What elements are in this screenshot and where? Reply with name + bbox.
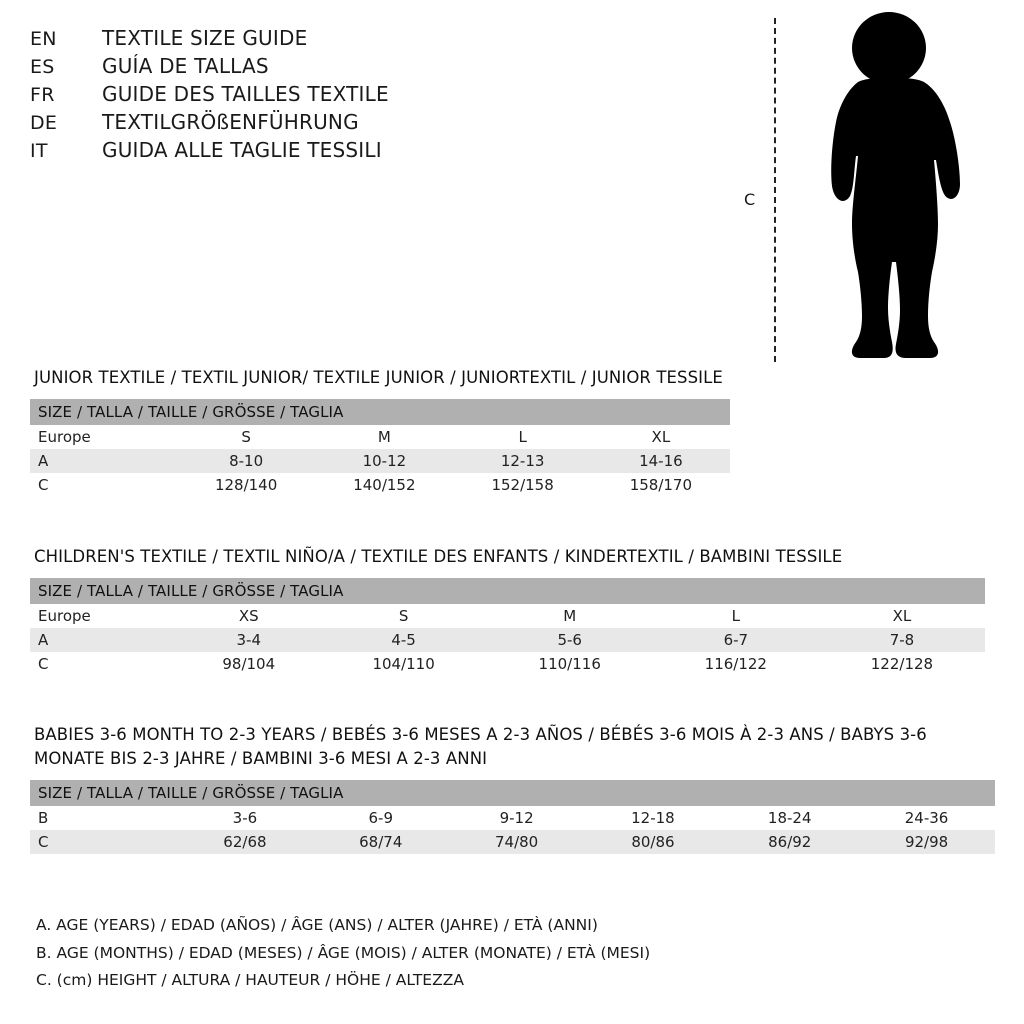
row-label: A xyxy=(30,449,177,473)
row-cell: 10-12 xyxy=(315,449,453,473)
row-cell: L xyxy=(653,604,819,628)
row-cell: 3-4 xyxy=(177,628,321,652)
row-cell: 5-6 xyxy=(487,628,653,652)
row-cell: M xyxy=(487,604,653,628)
table-header-row xyxy=(30,399,730,425)
title-lang-de: DE xyxy=(30,112,58,134)
row-cell: 98/104 xyxy=(177,652,321,676)
table-row xyxy=(30,449,730,473)
row-cell: 152/158 xyxy=(454,473,592,497)
babies-table-header: SIZE / TALLA / TAILLE / GRÖSSE / TAGLIA xyxy=(30,780,995,806)
title-text-en: TEXTILE SIZE GUIDE xyxy=(102,26,308,50)
title-block xyxy=(30,26,630,166)
row-cell: XL xyxy=(819,604,985,628)
row-cell: 74/80 xyxy=(449,830,585,854)
title-text-es: GUÍA DE TALLAS xyxy=(102,54,269,78)
table-row xyxy=(30,425,730,449)
section-babies-heading: BABIES 3-6 MONTH TO 2-3 YEARS / BEBÉS 3-6 MESES A 2-3 AÑOS / BÉBÉS 3-6 MOIS À 2-3 ANS / BABYS 3-6 MONATE BIS 2-3 JAHRE / BAMBINI 3-6 MESI A 2-3 ANNI xyxy=(34,725,927,768)
row-cell: 24-36 xyxy=(858,806,995,830)
table-header-row xyxy=(30,578,985,604)
row-cell: 3-6 xyxy=(177,806,313,830)
row-cell: 104/110 xyxy=(321,652,487,676)
row-cell: 18-24 xyxy=(721,806,858,830)
title-lang-es: ES xyxy=(30,56,55,78)
table-row xyxy=(30,604,985,628)
legend-item-c: C. (cm) HEIGHT / ALTURA / HAUTEUR / HÖHE / ALTEZZA xyxy=(36,971,464,990)
row-cell: 7-8 xyxy=(819,628,985,652)
row-cell: XS xyxy=(177,604,321,628)
section-children-heading: CHILDREN'S TEXTILE / TEXTIL NIÑO/A / TEXTILE DES ENFANTS / KINDERTEXTIL / BAMBINI TESSILE xyxy=(34,547,843,566)
title-row-de xyxy=(30,110,630,134)
title-lang-en: EN xyxy=(30,28,57,50)
row-cell: 14-16 xyxy=(592,449,730,473)
row-cell: 6-7 xyxy=(653,628,819,652)
table-row xyxy=(30,473,730,497)
legend-item-a: A. AGE (YEARS) / EDAD (AÑOS) / ÂGE (ANS) / ALTER (JAHRE) / ETÀ (ANNI) xyxy=(36,916,598,934)
title-lang-fr: FR xyxy=(30,84,55,106)
row-label: Europe xyxy=(30,604,177,628)
section-babies xyxy=(30,723,995,870)
title-row-en xyxy=(30,26,630,50)
height-figure xyxy=(738,10,988,370)
row-cell: 4-5 xyxy=(321,628,487,652)
children-table-header: SIZE / TALLA / TAILLE / GRÖSSE / TAGLIA xyxy=(30,578,985,604)
row-cell: 110/116 xyxy=(487,652,653,676)
row-cell: XL xyxy=(592,425,730,449)
table-row xyxy=(30,628,985,652)
row-cell: 140/152 xyxy=(315,473,453,497)
row-label: B xyxy=(30,806,177,830)
row-cell: 128/140 xyxy=(177,473,315,497)
table-header-row xyxy=(30,780,995,806)
babies-size-table xyxy=(30,780,995,854)
row-cell: S xyxy=(321,604,487,628)
title-row-fr xyxy=(30,82,630,106)
table-row xyxy=(30,830,995,854)
row-cell: 6-9 xyxy=(313,806,449,830)
children-size-table xyxy=(30,578,985,676)
junior-table-header: SIZE / TALLA / TAILLE / GRÖSSE / TAGLIA xyxy=(30,399,730,425)
height-measure-label: C xyxy=(744,190,756,209)
section-junior-heading: JUNIOR TEXTILE / TEXTIL JUNIOR/ TEXTILE JUNIOR / JUNIORTEXTIL / JUNIOR TESSILE xyxy=(34,368,723,387)
row-cell: 92/98 xyxy=(858,830,995,854)
junior-size-table xyxy=(30,399,730,497)
row-label: C xyxy=(30,473,177,497)
section-children-table-wrap xyxy=(30,578,985,676)
row-cell: 9-12 xyxy=(449,806,585,830)
row-cell: 62/68 xyxy=(177,830,313,854)
row-cell: S xyxy=(177,425,315,449)
row-cell: L xyxy=(454,425,592,449)
row-cell: 116/122 xyxy=(653,652,819,676)
row-label: C xyxy=(30,830,177,854)
row-cell: 158/170 xyxy=(592,473,730,497)
row-cell: 12-18 xyxy=(585,806,722,830)
row-cell: M xyxy=(315,425,453,449)
legend xyxy=(36,912,650,995)
row-cell: 80/86 xyxy=(585,830,722,854)
section-junior xyxy=(30,366,730,513)
title-text-it: GUIDA ALLE TAGLIE TESSILI xyxy=(102,138,382,162)
row-cell: 122/128 xyxy=(819,652,985,676)
section-junior-table-wrap xyxy=(30,399,730,497)
row-cell: 68/74 xyxy=(313,830,449,854)
section-children xyxy=(30,545,985,692)
title-row-es xyxy=(30,54,630,78)
title-row-it xyxy=(30,138,630,162)
table-row xyxy=(30,806,995,830)
row-cell: 86/92 xyxy=(721,830,858,854)
child-silhouette-icon xyxy=(788,10,988,360)
row-label: C xyxy=(30,652,177,676)
title-text-de: TEXTILGRÖßENFÜHRUNG xyxy=(102,110,359,134)
row-cell: 12-13 xyxy=(454,449,592,473)
table-row xyxy=(30,652,985,676)
height-measure-line xyxy=(774,18,776,362)
row-label: A xyxy=(30,628,177,652)
title-lang-it: IT xyxy=(30,140,48,162)
title-text-fr: GUIDE DES TAILLES TEXTILE xyxy=(102,82,389,106)
row-label: Europe xyxy=(30,425,177,449)
section-babies-table-wrap xyxy=(30,780,995,854)
legend-item-b: B. AGE (MONTHS) / EDAD (MESES) / ÂGE (MOIS) / ALTER (MONATE) / ETÀ (MESI) xyxy=(36,943,651,962)
row-cell: 8-10 xyxy=(177,449,315,473)
